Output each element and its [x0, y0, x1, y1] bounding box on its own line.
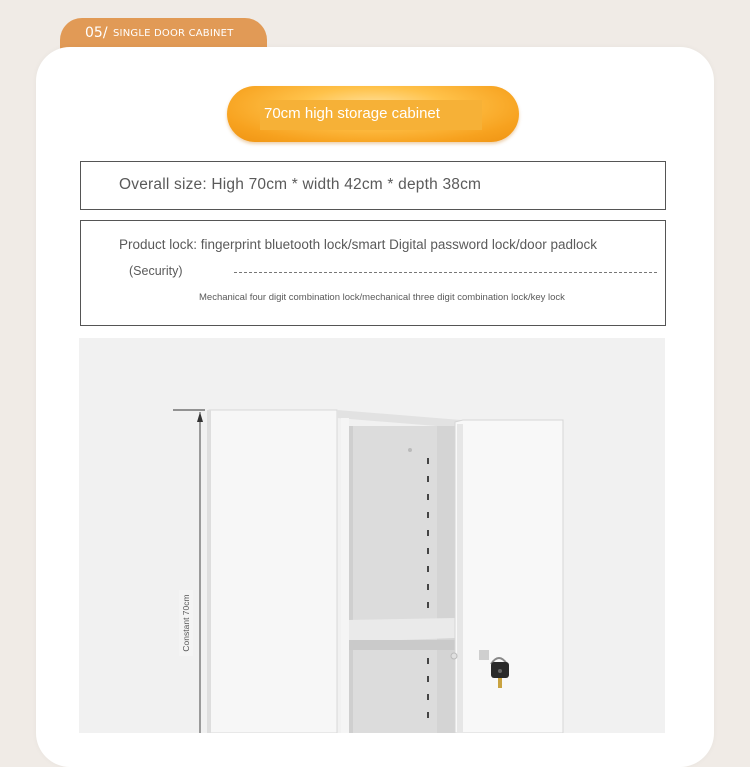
cabinet-illustration — [79, 338, 665, 733]
section-number: 05/ — [85, 25, 108, 41]
headline-text: 70cm high storage cabinet — [260, 100, 482, 130]
overall-size-box — [80, 161, 666, 210]
product-lock-box — [80, 220, 666, 326]
section-title: SINGLE DOOR CABINET — [113, 28, 234, 39]
headline-badge — [227, 86, 519, 142]
cabinet-photo — [79, 338, 665, 733]
product-lock-text: Product lock: fingerprint bluetooth lock/smart Digital password lock/door padlock — [119, 237, 597, 252]
mechanical-lock-text: Mechanical four digit combination lock/mechanical three digit combination lock/key lock — [199, 292, 565, 303]
dimension-label: Constant 70cm — [181, 594, 191, 652]
dashed-divider — [234, 272, 657, 273]
overall-size-text: Overall size: High 70cm * width 42cm * depth 38cm — [119, 176, 482, 193]
security-label: (Security) — [129, 264, 183, 278]
